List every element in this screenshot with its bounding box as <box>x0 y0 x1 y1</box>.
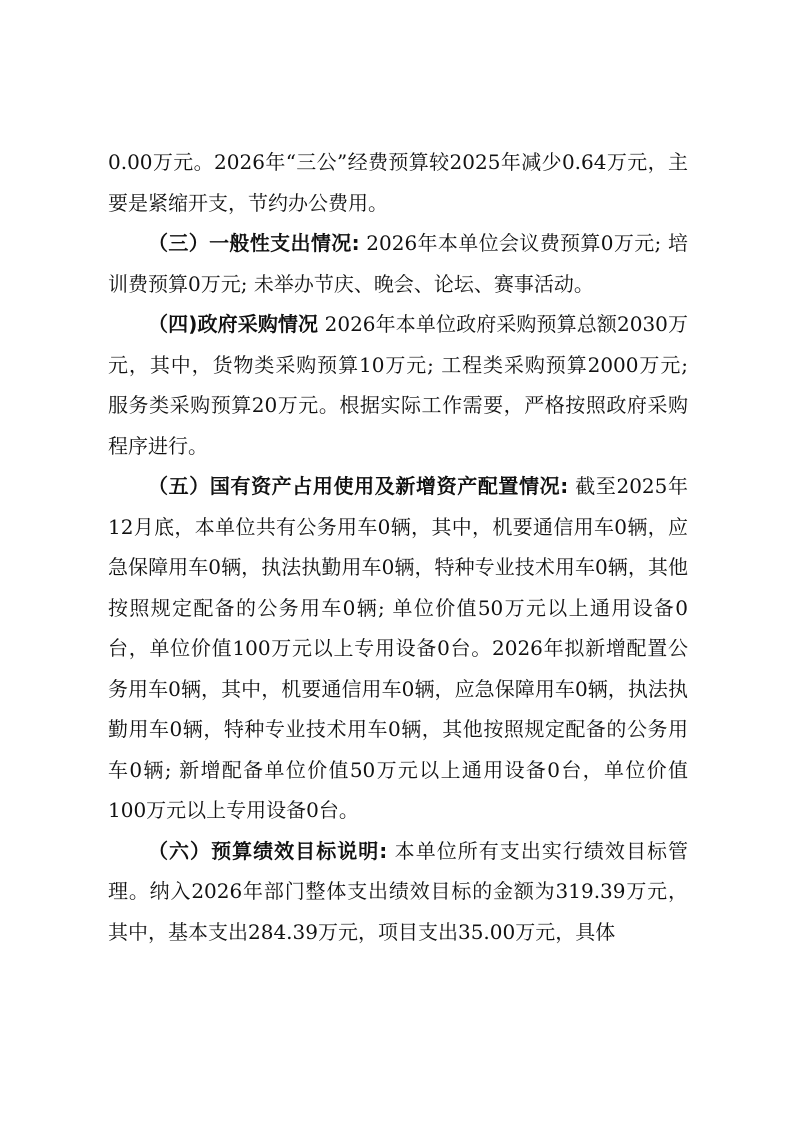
paragraph-body: 0.00万元。2026年“三公”经费预算较2025年减少0.64万元，主要是紧缩开支，节约办公费用。 <box>108 150 688 215</box>
section-heading-government-procurement: （四)政府采购情况 <box>148 312 319 336</box>
paragraph-body: 2026年本单位会议费预算0万元; 培训费预算0万元; 未举办节庆、晚会、论坛、赛事活动。 <box>108 231 689 296</box>
paragraph-general-expenditure <box>108 223 688 304</box>
paragraph-performance-targets <box>108 831 688 953</box>
document-body <box>108 142 688 952</box>
paragraph-body: 2026年本单位政府采购预算总额2030万元，其中，货物类采购预算10万元; 工程类采购预算2000万元; 服务类采购预算20万元。根据实际工作需要，严格按照政府采购程序进行。 <box>108 312 688 458</box>
section-heading-state-assets: （五）国有资产占用使用及新增资产配置情况: <box>148 474 569 498</box>
paragraph-state-assets <box>108 466 688 831</box>
paragraph-sangong-summary <box>108 142 688 223</box>
paragraph-government-procurement <box>108 304 688 466</box>
paragraph-body: 截至2025年12月底，本单位共有公务用车0辆，其中，机要通信用车0辆，应急保障用车0辆，执法执勤用车0辆，特种专业技术用车0辆，其他按照规定配备的公务用车0辆; 单位价值50万元以上通用设备0台，单位价值100万元以上专用设备0台。2026年拟新增配置公务用车0辆，其中，机要通信用车0辆，应急保障用车0辆，执法执勤用车0辆，特种专业技术用车0辆，其他按照规定配备的公务用车0辆; 新增配备单位价值50万元以上通用设备0台，单位价值100万元以上专用设备0台。 <box>108 474 688 822</box>
section-heading-general-expenditure: （三）一般性支出情况: <box>148 231 360 255</box>
section-heading-performance-targets: （六）预算绩效目标说明: <box>148 838 388 863</box>
paragraph-body: 本单位所有支出实行绩效目标管理。纳入2026年部门整体支出绩效目标的金额为319.39万元，其中，基本支出284.39万元，项目支出35.00万元，具体 <box>108 838 688 944</box>
